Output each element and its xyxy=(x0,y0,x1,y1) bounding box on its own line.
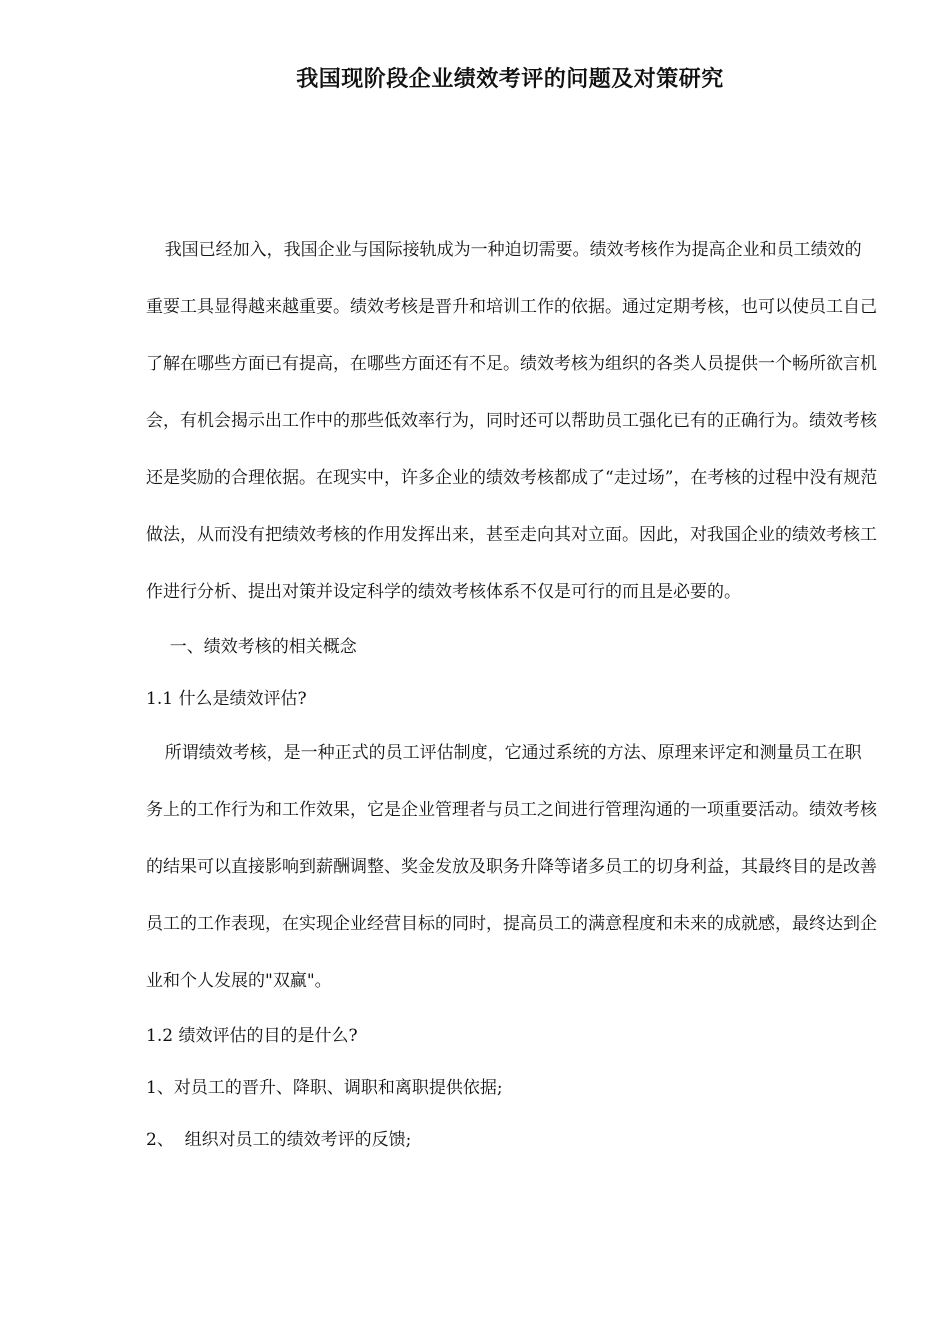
list-item: 2、 组织对员工的绩效考评的反馈; xyxy=(146,1130,412,1150)
subsection-heading-1-2: 1.2 绩效评估的目的是什么? xyxy=(146,1026,358,1046)
definition-paragraph: 所谓绩效考核，是一种正式的员工评估制度，它通过系统的方法、原理来评定和测量员工在职务上的工作行为和工作效果，它是企业管理者与员工之间进行管理沟通的一项重要活动。绩效考核的结果可以直接影响到薪酬调整、奖金发放及职务升降等诸多员工的切身利益，其最终目的是改善员工的工作表现，在实现企业经营目标的同时，提高员工的满意程度和未来的成就感，最终达到企业和个人发展的"双赢"。 xyxy=(146,743,877,991)
subsection-heading-1-1: 1.1 什么是绩效评估? xyxy=(146,689,307,709)
intro-paragraph: 我国已经加入，我国企业与国际接轨成为一种迫切需要。绩效考核作为提高企业和员工绩效的重要工具显得越来越重要。绩效考核是晋升和培训工作的依据。通过定期考核，也可以使员工自己了解在哪些方面已有提高，在哪些方面还有不足。绩效考核为组织的各类人员提供一个畅所欲言机会，有机会揭示出工作中的那些低效率行为，同时还可以帮助员工强化已有的正确行为。绩效考核还是奖励的合理依据。在现实中，许多企业的绩效考核都成了“走过场”，在考核的过程中没有规范做法，从而没有把绩效考核的作用发挥出来，甚至走向其对立面。因此，对我国企业的绩效考核工作进行分析、提出对策并设定科学的绩效考核体系不仅是可行的而且是必要的。 xyxy=(146,240,878,602)
section-heading-1: 一、绩效考核的相关概念 xyxy=(169,637,357,657)
document-title: 我国现阶段企业绩效考评的问题及对策研究 xyxy=(296,66,724,92)
document-body xyxy=(146,222,878,1166)
list-item: 1、对员工的晋升、降职、调职和离职提供依据; xyxy=(146,1078,503,1098)
